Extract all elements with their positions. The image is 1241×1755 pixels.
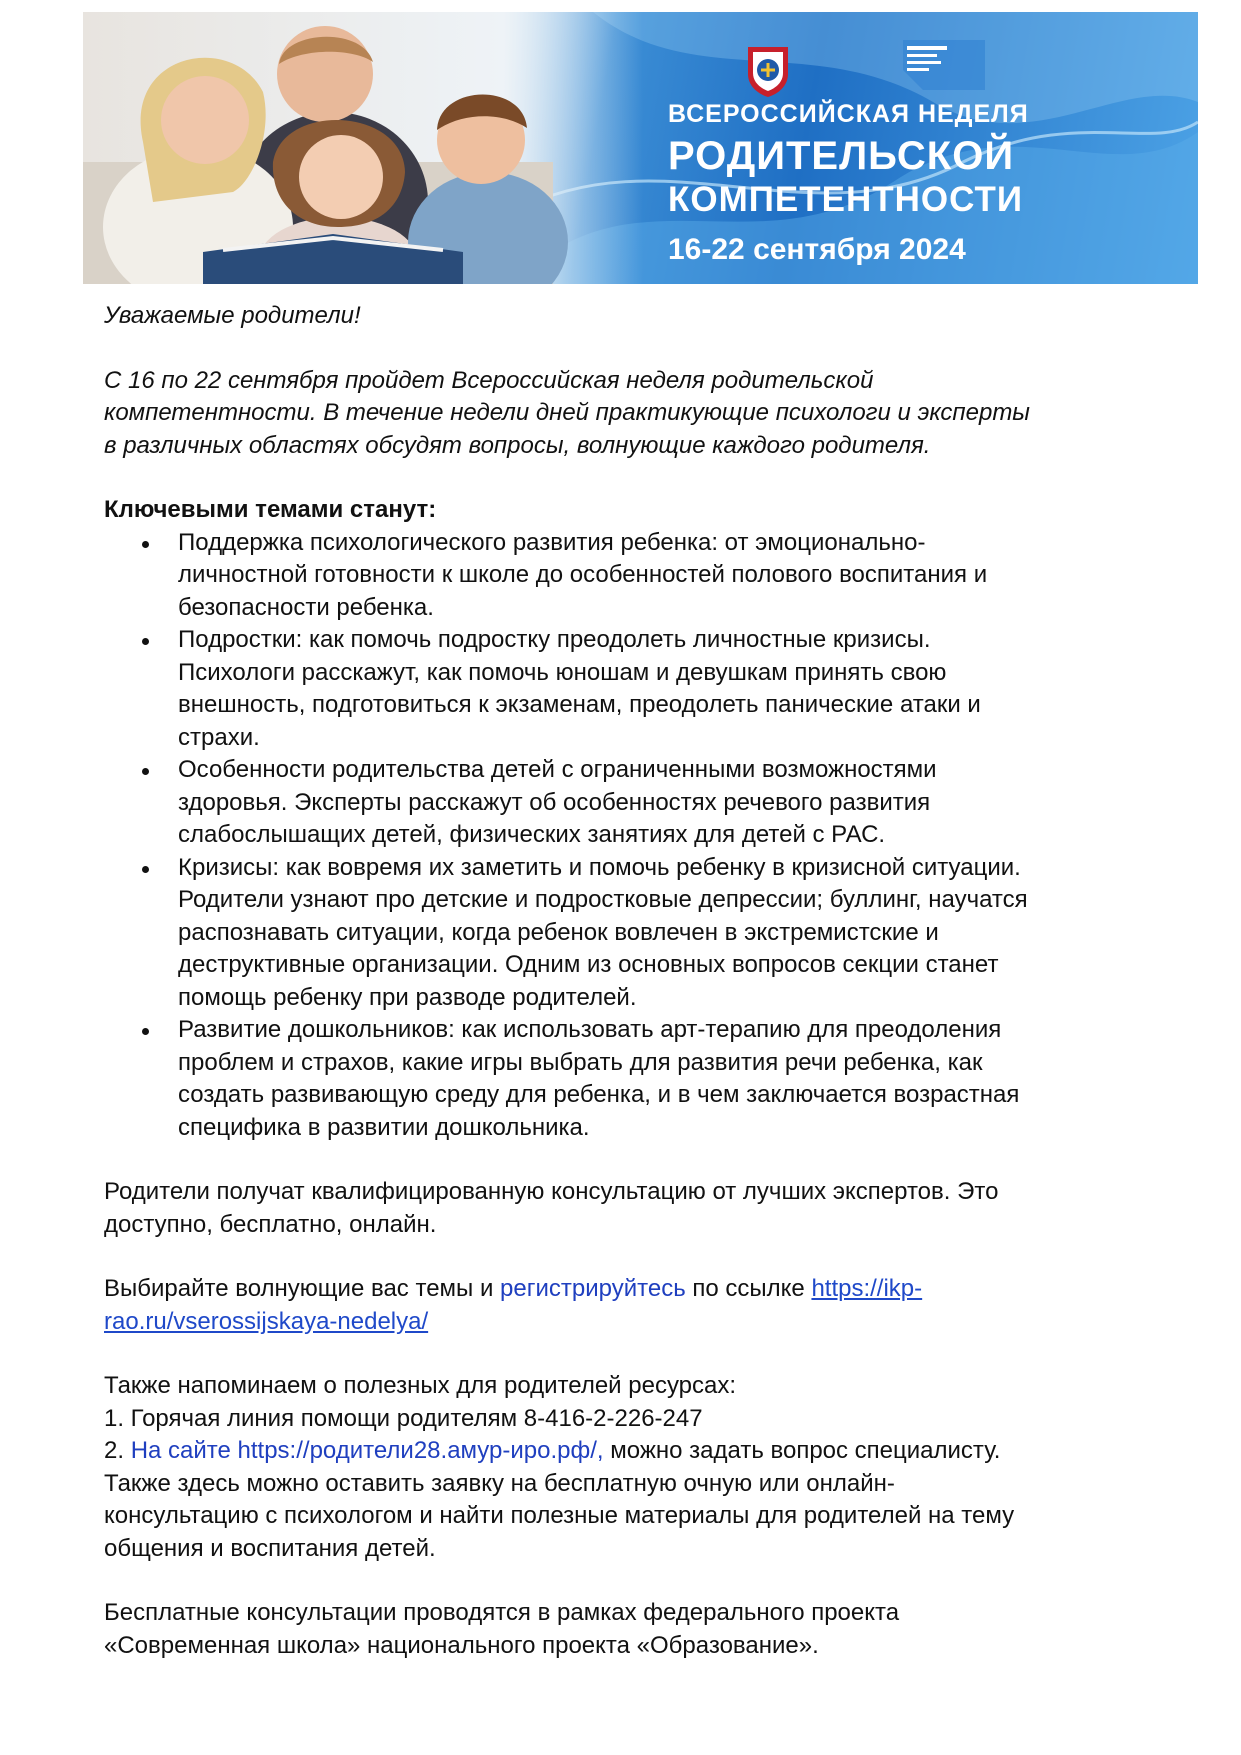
topic-line: Подростки: как помочь подростку преодолеть личностные кризисы. — [178, 626, 931, 653]
hotline-item: 1. Горячая линия помощи родителям 8-416-2-226-247 — [104, 1404, 703, 1432]
ministry-emblem-icon — [743, 42, 793, 98]
family-photo — [83, 12, 643, 284]
banner-title — [668, 100, 1168, 267]
register-paragraph — [104, 1273, 1204, 1338]
topic-line: проблем и страхов, какие игры выбрать для развития речи ребенка, как — [178, 1048, 983, 1076]
topic-line: личностной готовности к школе до особенностей полового воспитания и — [178, 561, 988, 588]
list-item — [178, 754, 1204, 852]
topic-line: Развитие дошкольников: как использовать арт-терапию для преодоления — [178, 1016, 1002, 1043]
website-link[interactable]: На сайте https://родители28.амур-иро.рф/, — [130, 1437, 604, 1464]
national-projects-logo — [903, 40, 985, 90]
consult-line: Родители получат квалифицированную консультацию от лучших экспертов. Это — [104, 1178, 999, 1205]
resources-line: консультацию с психологом и найти полезные материалы для родителей на тему — [104, 1502, 1015, 1529]
register-text: Выбирайте волнующие вас темы и — [104, 1275, 501, 1302]
greeting: Уважаемые родители! — [104, 302, 361, 329]
banner-title-line3: КОМПЕТЕНТНОСТИ — [668, 180, 1024, 219]
header-banner — [83, 12, 1198, 284]
topic-line: страхи. — [178, 723, 260, 751]
banner-dates: 16-22 сентября 2024 — [668, 233, 966, 266]
website-item-number: 2. — [104, 1437, 131, 1464]
letter-body — [104, 300, 1204, 1662]
topic-line: Поддержка психологического развития ребенка: от эмоционально- — [178, 528, 926, 556]
topic-line: Психологи расскажут, как помочь юношам и девушкам принять свою — [178, 658, 947, 686]
intro-paragraph — [104, 365, 1204, 463]
registration-link-continued[interactable]: rao.ru/vserossijskaya-nedelya/ — [104, 1307, 429, 1335]
list-item — [178, 624, 1204, 754]
topics-list — [104, 527, 1204, 1145]
topic-line: Особенности родительства детей с ограниченными возможностями — [178, 756, 937, 783]
resources-line: общения и воспитания детей. — [104, 1534, 436, 1562]
footer-line: «Современная школа» национального проекта «Образование». — [104, 1631, 819, 1659]
list-item — [178, 527, 1204, 625]
intro-line: С 16 по 22 сентября пройдет Всероссийская неделя родительской — [104, 366, 874, 394]
topic-line: Родители узнают про детские и подростковые депрессии; буллинг, научатся — [178, 886, 1028, 913]
website-item-text: можно задать вопрос специалисту. — [603, 1437, 1001, 1464]
intro-line: компетентности. В течение недели дней практикующие психологи и эксперты — [104, 399, 1030, 426]
resources-line: Также здесь можно оставить заявку на бесплатную очную или онлайн- — [104, 1469, 895, 1497]
national-projects-logo-icon — [903, 40, 985, 90]
topic-line: деструктивные организации. Одним из основных вопросов секции станет — [178, 951, 999, 978]
topic-line: помощь ребенку при разводе родителей. — [178, 983, 637, 1011]
intro-line: в различных областях обсудят вопросы, волнующие каждого родителя. — [104, 431, 931, 459]
register-link-word[interactable]: регистрируйтесь — [500, 1275, 686, 1302]
topic-line: Кризисы: как вовремя их заметить и помочь ребенку в кризисной ситуации. — [178, 853, 1021, 881]
banner-title-line1: ВСЕРОССИЙСКАЯ НЕДЕЛЯ — [668, 100, 1029, 128]
topic-line: безопасности ребенка. — [178, 593, 434, 621]
resources-paragraph — [104, 1370, 1204, 1565]
topic-line: здоровья. Эксперты расскажут об особенностях речевого развития — [178, 788, 931, 816]
list-item — [178, 1014, 1204, 1144]
register-text: по ссылке — [685, 1275, 812, 1302]
list-item — [178, 852, 1204, 1015]
topic-line: создать развивающую среду для ребенка, и в чем заключается возрастная — [178, 1081, 1020, 1108]
consult-paragraph — [104, 1176, 1204, 1241]
consult-line: доступно, бесплатно, онлайн. — [104, 1210, 437, 1238]
footer-paragraph — [104, 1597, 1204, 1662]
registration-link[interactable]: https://ikp- — [811, 1275, 923, 1302]
resources-heading: Также напоминаем о полезных для родителей ресурсах: — [104, 1372, 737, 1399]
topic-line: слабослышащих детей, физических занятиях для детей с РАС. — [178, 821, 886, 848]
footer-line: Бесплатные консультации проводятся в рамках федерального проекта — [104, 1599, 900, 1626]
topic-line: внешность, подготовиться к экзаменам, преодолеть панические атаки и — [178, 691, 981, 718]
topic-line: специфика в развитии дошкольника. — [178, 1113, 590, 1141]
topics-heading: Ключевыми темами станут: — [104, 496, 437, 523]
topic-line: распознавать ситуации, когда ребенок вовлечен в экстремистские и — [178, 918, 939, 946]
banner-title-line2: РОДИТЕЛЬСКОЙ — [668, 134, 1015, 178]
